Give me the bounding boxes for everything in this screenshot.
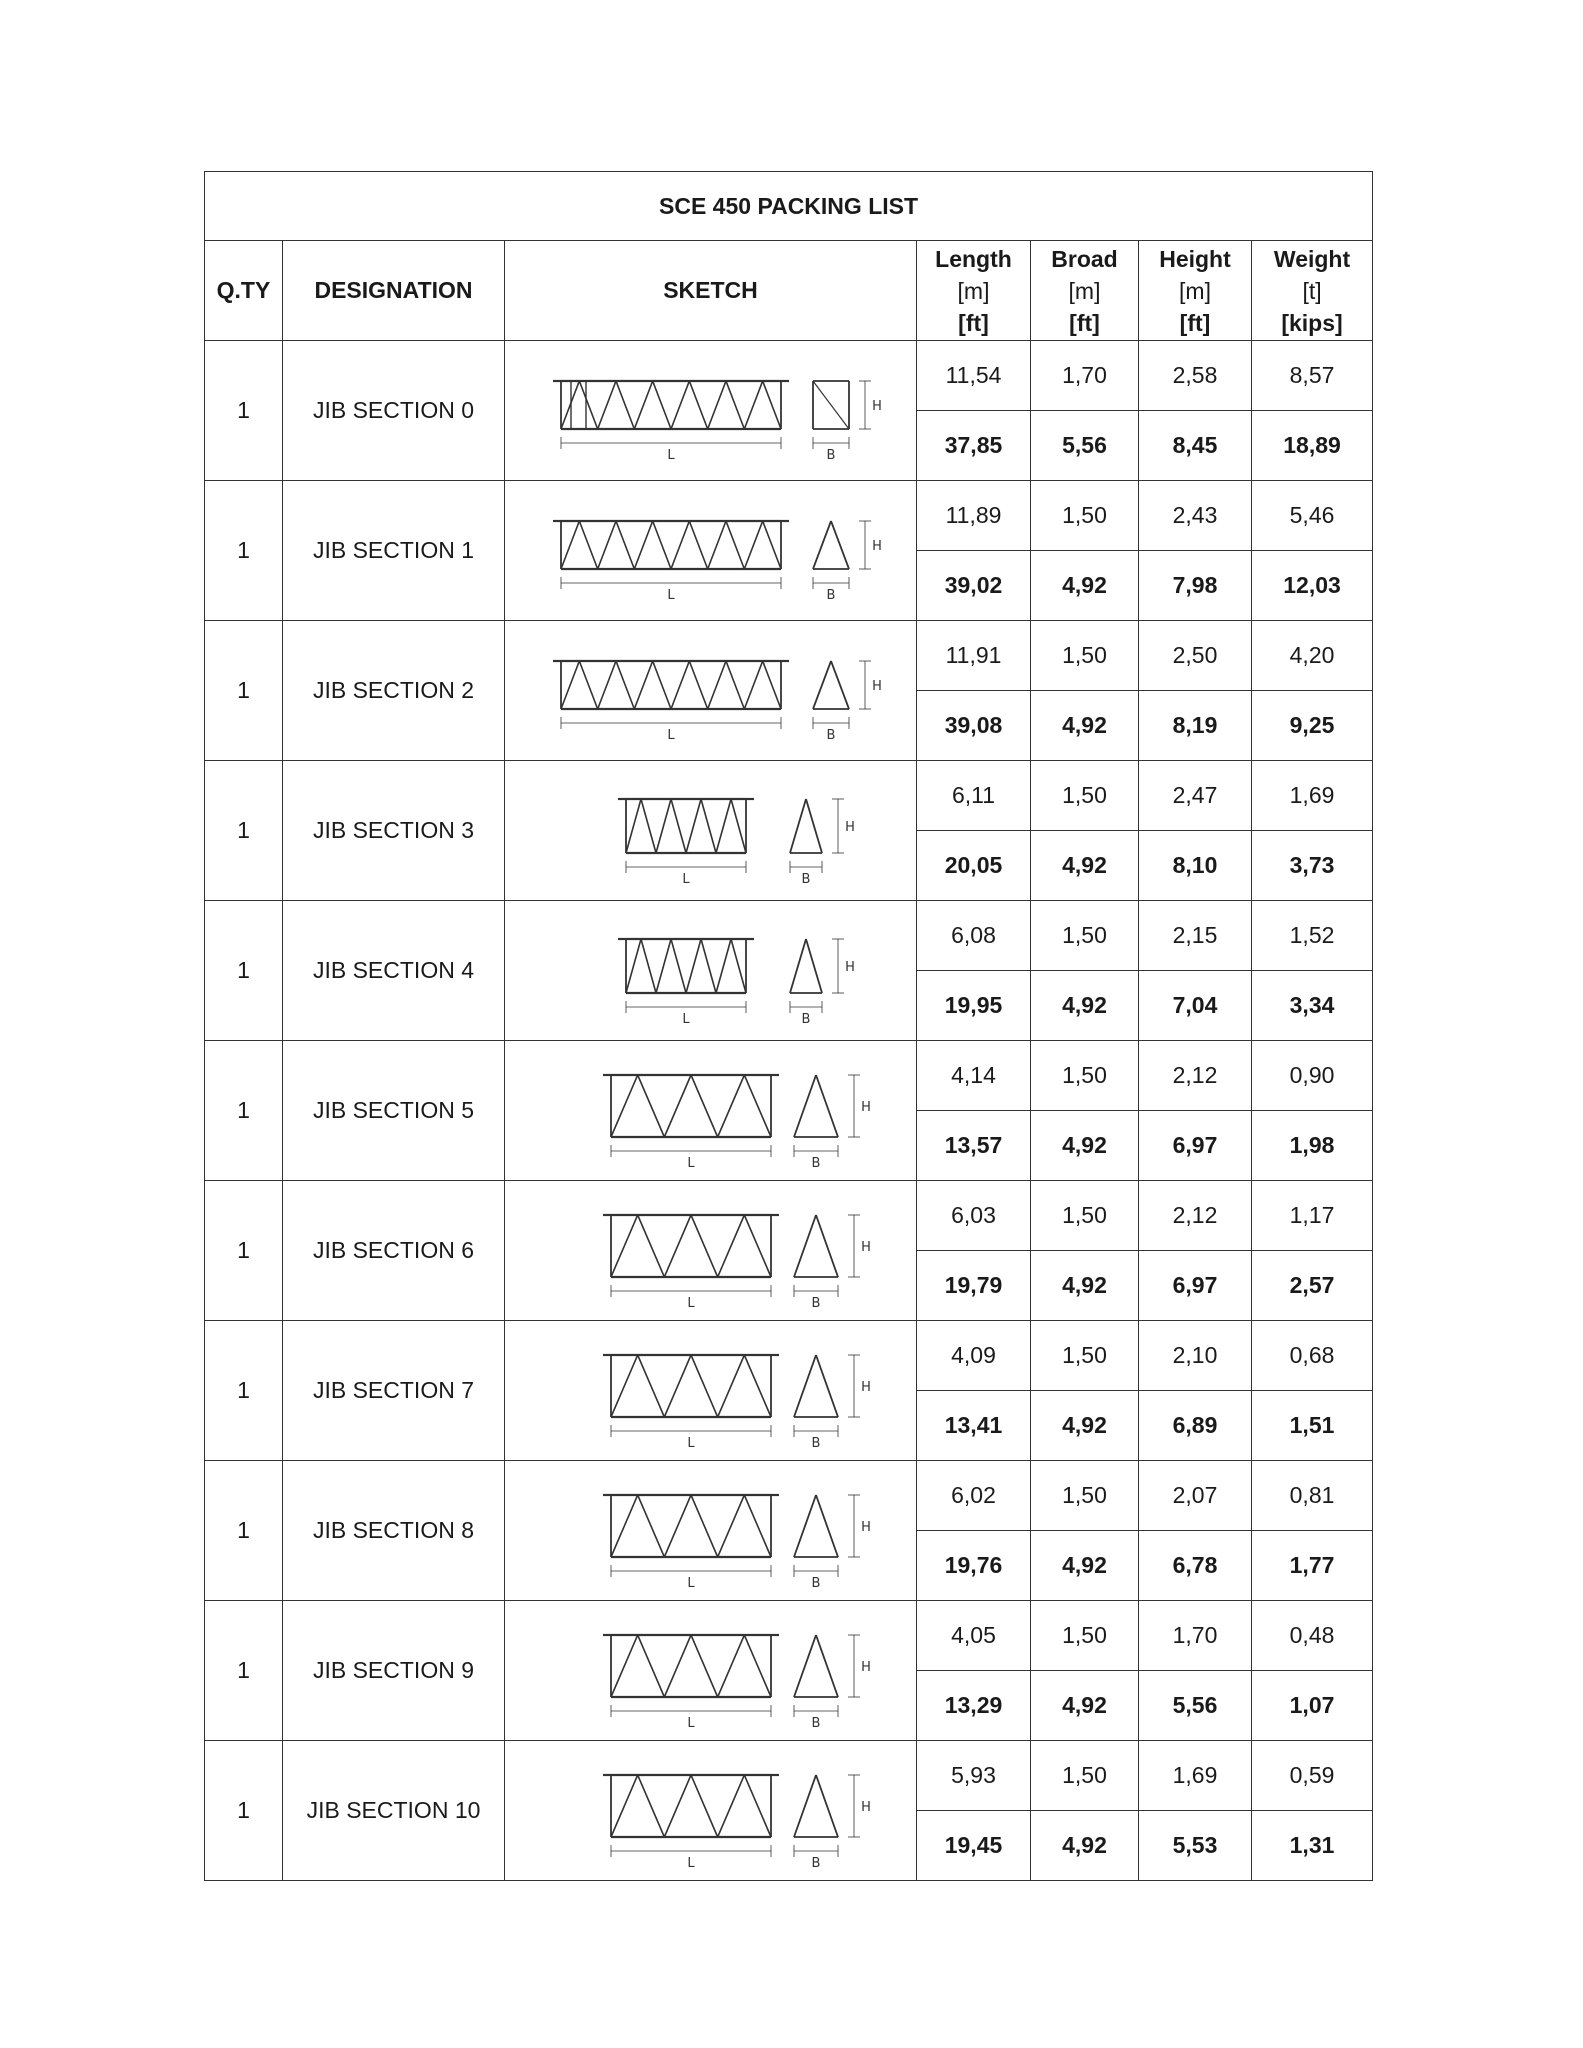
dimension-h-label: H (871, 398, 882, 414)
height-imperial-value: 7,98 (1139, 551, 1252, 621)
height-imperial-value: 6,97 (1139, 1251, 1252, 1321)
broad-imperial-value: 4,92 (1031, 1671, 1139, 1741)
height-imperial-value: 5,56 (1139, 1671, 1252, 1741)
table-row (205, 761, 1373, 831)
dimension-l-label: L (686, 1715, 695, 1731)
broad-imperial-value: 4,92 (1031, 1111, 1139, 1181)
dimension-l-label: L (686, 1155, 695, 1171)
length-imperial-value: 39,02 (917, 551, 1031, 621)
broad-imperial-value: 4,92 (1031, 971, 1139, 1041)
broad-metric-value: 1,50 (1031, 1321, 1139, 1391)
height-imperial-value: 8,19 (1139, 691, 1252, 761)
jib-section-sketch (531, 351, 891, 471)
broad-metric-value: 1,70 (1031, 341, 1139, 411)
dimension-h-label: H (860, 1799, 871, 1815)
jib-section-sketch (531, 631, 891, 751)
height-metric-value: 2,10 (1139, 1321, 1252, 1391)
designation-cell: JIB SECTION 3 (283, 761, 505, 901)
length-metric-value: 4,14 (917, 1041, 1031, 1111)
broad-imperial-value: 4,92 (1031, 1531, 1139, 1601)
dimension-b-label: B (811, 1575, 820, 1591)
qty-cell: 1 (205, 1461, 283, 1601)
designation-cell: JIB SECTION 1 (283, 481, 505, 621)
header-length (917, 241, 1031, 341)
designation-cell: JIB SECTION 9 (283, 1601, 505, 1741)
length-imperial-value: 13,41 (917, 1391, 1031, 1461)
header-height-unit-m: [m] (1179, 277, 1211, 304)
table-row (205, 901, 1373, 971)
header-broad-name: Broad (1051, 245, 1118, 272)
length-imperial-value: 20,05 (917, 831, 1031, 901)
header-weight-name: Weight (1273, 245, 1351, 272)
jib-section-sketch (531, 1051, 891, 1171)
designation-cell: JIB SECTION 8 (283, 1461, 505, 1601)
length-metric-value: 6,08 (917, 901, 1031, 971)
weight-metric-value: 0,68 (1252, 1321, 1373, 1391)
header-broad-unit-m: [m] (1068, 277, 1101, 304)
jib-section-sketch (531, 1751, 891, 1871)
broad-imperial-value: 4,92 (1031, 1251, 1139, 1321)
dimension-b-label: B (826, 447, 835, 463)
length-imperial-value: 13,57 (917, 1111, 1031, 1181)
broad-imperial-value: 4,92 (1031, 551, 1139, 621)
sketch-cell (505, 621, 917, 761)
dimension-h-label: H (860, 1099, 871, 1115)
length-metric-value: 4,09 (917, 1321, 1031, 1391)
weight-imperial-value: 1,98 (1252, 1111, 1373, 1181)
length-metric-value: 6,02 (917, 1461, 1031, 1531)
weight-metric-value: 0,48 (1252, 1601, 1373, 1671)
dimension-b-label: B (811, 1155, 820, 1171)
broad-metric-value: 1,50 (1031, 621, 1139, 691)
broad-imperial-value: 4,92 (1031, 691, 1139, 761)
qty-cell: 1 (205, 341, 283, 481)
height-metric-value: 2,58 (1139, 341, 1252, 411)
table-title: SCE 450 PACKING LIST (205, 172, 1373, 241)
dimension-l-label: L (666, 727, 675, 743)
designation-cell: JIB SECTION 10 (283, 1741, 505, 1881)
header-height-unit-ft: [ft] (1179, 309, 1211, 336)
header-designation: DESIGNATION (283, 241, 505, 341)
dimension-h-label: H (844, 959, 855, 975)
weight-imperial-value: 1,07 (1252, 1671, 1373, 1741)
designation-cell: JIB SECTION 2 (283, 621, 505, 761)
dimension-h-label: H (860, 1379, 871, 1395)
header-weight-unit-kips: [kips] (1281, 309, 1343, 336)
dimension-l-label: L (666, 587, 675, 603)
length-imperial-value: 39,08 (917, 691, 1031, 761)
length-imperial-value: 19,45 (917, 1811, 1031, 1881)
dimension-b-label: B (811, 1295, 820, 1311)
height-imperial-value: 5,53 (1139, 1811, 1252, 1881)
weight-imperial-value: 9,25 (1252, 691, 1373, 761)
designation-cell: JIB SECTION 0 (283, 341, 505, 481)
sketch-cell (505, 341, 917, 481)
broad-imperial-value: 4,92 (1031, 1391, 1139, 1461)
jib-section-sketch (531, 771, 891, 891)
height-metric-value: 1,70 (1139, 1601, 1252, 1671)
broad-metric-value: 1,50 (1031, 1601, 1139, 1671)
table-row (205, 341, 1373, 411)
dimension-l-label: L (686, 1575, 695, 1591)
height-metric-value: 2,07 (1139, 1461, 1252, 1531)
weight-metric-value: 0,59 (1252, 1741, 1373, 1811)
header-length-unit-ft: [ft] (958, 309, 989, 336)
header-broad-unit-ft: [ft] (1069, 309, 1100, 336)
weight-metric-value: 0,90 (1252, 1041, 1373, 1111)
table-row (205, 621, 1373, 691)
dimension-h-label: H (844, 819, 855, 835)
sketch-cell (505, 1041, 917, 1181)
designation-cell: JIB SECTION 5 (283, 1041, 505, 1181)
designation-cell: JIB SECTION 7 (283, 1321, 505, 1461)
height-metric-value: 2,15 (1139, 901, 1252, 971)
weight-imperial-value: 3,34 (1252, 971, 1373, 1041)
header-height (1139, 241, 1252, 341)
length-imperial-value: 19,95 (917, 971, 1031, 1041)
table-row (205, 1041, 1373, 1111)
dimension-l-label: L (666, 447, 675, 463)
dimension-b-label: B (801, 871, 810, 887)
header-length-unit-m: [m] (957, 277, 990, 304)
header-qty: Q.TY (205, 241, 283, 341)
length-metric-value: 11,91 (917, 621, 1031, 691)
dimension-b-label: B (811, 1435, 820, 1451)
dimension-b-label: B (811, 1855, 820, 1871)
broad-metric-value: 1,50 (1031, 1041, 1139, 1111)
weight-imperial-value: 1,77 (1252, 1531, 1373, 1601)
sketch-cell (505, 1461, 917, 1601)
weight-metric-value: 1,17 (1252, 1181, 1373, 1251)
qty-cell: 1 (205, 1741, 283, 1881)
broad-metric-value: 1,50 (1031, 1181, 1139, 1251)
weight-imperial-value: 1,51 (1252, 1391, 1373, 1461)
dimension-h-label: H (860, 1659, 871, 1675)
weight-imperial-value: 2,57 (1252, 1251, 1373, 1321)
dimension-b-label: B (811, 1715, 820, 1731)
height-metric-value: 2,47 (1139, 761, 1252, 831)
length-metric-value: 5,93 (917, 1741, 1031, 1811)
weight-imperial-value: 12,03 (1252, 551, 1373, 621)
weight-imperial-value: 3,73 (1252, 831, 1373, 901)
dimension-l-label: L (681, 1011, 690, 1027)
broad-metric-value: 1,50 (1031, 761, 1139, 831)
length-imperial-value: 13,29 (917, 1671, 1031, 1741)
broad-metric-value: 1,50 (1031, 1461, 1139, 1531)
header-sketch: SKETCH (505, 241, 917, 341)
dimension-h-label: H (871, 538, 882, 554)
table-row (205, 1181, 1373, 1251)
broad-imperial-value: 5,56 (1031, 411, 1139, 481)
height-imperial-value: 8,45 (1139, 411, 1252, 481)
packing-list-table (204, 171, 1373, 1881)
jib-section-sketch (531, 491, 891, 611)
header-weight (1252, 241, 1373, 341)
length-imperial-value: 19,76 (917, 1531, 1031, 1601)
weight-metric-value: 5,46 (1252, 481, 1373, 551)
broad-imperial-value: 4,92 (1031, 1811, 1139, 1881)
dimension-l-label: L (681, 871, 690, 887)
header-height-name: Height (1159, 245, 1231, 272)
dimension-l-label: L (686, 1435, 695, 1451)
height-imperial-value: 6,89 (1139, 1391, 1252, 1461)
dimension-b-label: B (826, 587, 835, 603)
dimension-h-label: H (871, 678, 882, 694)
jib-section-sketch (531, 1331, 891, 1451)
sketch-cell (505, 761, 917, 901)
sketch-cell (505, 1741, 917, 1881)
designation-cell: JIB SECTION 4 (283, 901, 505, 1041)
length-imperial-value: 37,85 (917, 411, 1031, 481)
broad-metric-value: 1,50 (1031, 481, 1139, 551)
dimension-b-label: B (826, 727, 835, 743)
jib-section-sketch (531, 1471, 891, 1591)
weight-metric-value: 1,52 (1252, 901, 1373, 971)
sketch-cell (505, 1181, 917, 1321)
height-metric-value: 2,12 (1139, 1181, 1252, 1251)
height-imperial-value: 8,10 (1139, 831, 1252, 901)
sketch-cell (505, 1321, 917, 1461)
dimension-l-label: L (686, 1295, 695, 1311)
broad-imperial-value: 4,92 (1031, 831, 1139, 901)
table-row (205, 481, 1373, 551)
header-broad (1031, 241, 1139, 341)
sketch-cell (505, 1601, 917, 1741)
jib-section-sketch (531, 911, 891, 1031)
weight-metric-value: 0,81 (1252, 1461, 1373, 1531)
table-row (205, 1741, 1373, 1811)
height-imperial-value: 6,78 (1139, 1531, 1252, 1601)
qty-cell: 1 (205, 1601, 283, 1741)
qty-cell: 1 (205, 901, 283, 1041)
qty-cell: 1 (205, 1321, 283, 1461)
table-row (205, 1321, 1373, 1391)
height-metric-value: 2,50 (1139, 621, 1252, 691)
dimension-l-label: L (686, 1855, 695, 1871)
weight-metric-value: 1,69 (1252, 761, 1373, 831)
table-row (205, 1461, 1373, 1531)
jib-section-sketch (531, 1611, 891, 1731)
length-metric-value: 6,11 (917, 761, 1031, 831)
length-imperial-value: 19,79 (917, 1251, 1031, 1321)
height-metric-value: 2,43 (1139, 481, 1252, 551)
length-metric-value: 6,03 (917, 1181, 1031, 1251)
height-metric-value: 1,69 (1139, 1741, 1252, 1811)
weight-metric-value: 4,20 (1252, 621, 1373, 691)
length-metric-value: 11,89 (917, 481, 1031, 551)
qty-cell: 1 (205, 481, 283, 621)
table-body (205, 341, 1373, 1881)
weight-imperial-value: 1,31 (1252, 1811, 1373, 1881)
dimension-h-label: H (860, 1239, 871, 1255)
jib-section-sketch (531, 1191, 891, 1311)
length-metric-value: 11,54 (917, 341, 1031, 411)
dimension-h-label: H (860, 1519, 871, 1535)
qty-cell: 1 (205, 621, 283, 761)
header-length-name: Length (935, 245, 1012, 272)
dimension-b-label: B (801, 1011, 810, 1027)
height-imperial-value: 6,97 (1139, 1111, 1252, 1181)
sketch-cell (505, 901, 917, 1041)
header-weight-unit-t: [t] (1302, 277, 1322, 304)
weight-metric-value: 8,57 (1252, 341, 1373, 411)
weight-imperial-value: 18,89 (1252, 411, 1373, 481)
broad-metric-value: 1,50 (1031, 1741, 1139, 1811)
height-imperial-value: 7,04 (1139, 971, 1252, 1041)
qty-cell: 1 (205, 1041, 283, 1181)
length-metric-value: 4,05 (917, 1601, 1031, 1671)
qty-cell: 1 (205, 1181, 283, 1321)
sketch-cell (505, 481, 917, 621)
qty-cell: 1 (205, 761, 283, 901)
designation-cell: JIB SECTION 6 (283, 1181, 505, 1321)
broad-metric-value: 1,50 (1031, 901, 1139, 971)
height-metric-value: 2,12 (1139, 1041, 1252, 1111)
table-row (205, 1601, 1373, 1671)
